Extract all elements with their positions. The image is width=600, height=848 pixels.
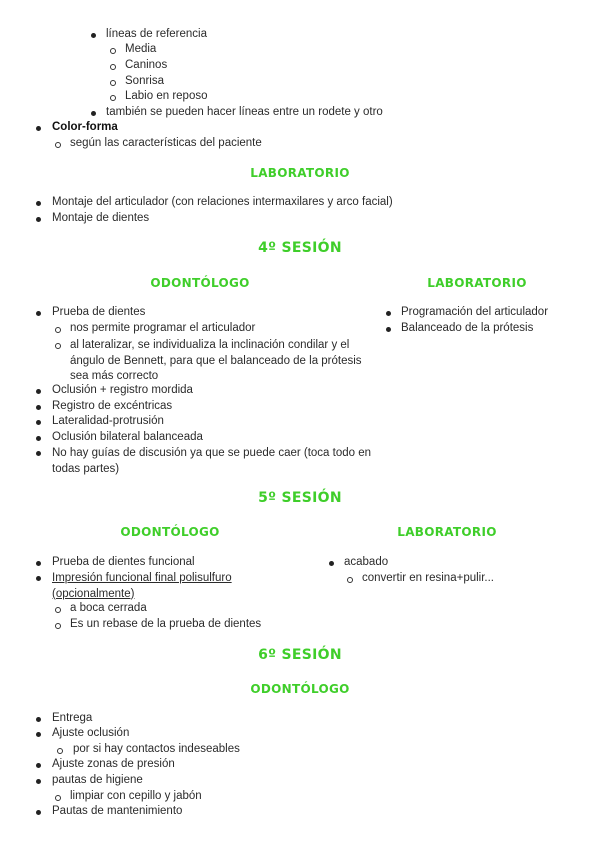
column-heading-odontologo: ODONTÓLOGO: [250, 682, 350, 696]
list-bullet: [36, 311, 41, 316]
sub-bullet: [110, 80, 116, 86]
list-item: limpiar con cepillo y jabón: [70, 790, 202, 802]
list-item: Montaje de dientes: [52, 212, 150, 224]
list-item: Programación del articulador: [401, 306, 549, 318]
list-bullet: [36, 436, 41, 441]
sub-bullet: [55, 142, 61, 148]
list-item: Prueba de dientes funcional: [52, 556, 195, 568]
column-heading-laboratorio: LABORATORIO: [397, 525, 497, 539]
sub-bullet: [110, 64, 116, 70]
list-item: No hay guías de discusión ya que se puede caer (toca todo en todas partes): [52, 447, 372, 475]
sub-bullet: [55, 607, 61, 613]
list-item: Ajuste zonas de presión: [52, 758, 175, 770]
list-item: por si hay contactos indeseables: [73, 743, 240, 755]
list-item: Sonrisa: [125, 75, 164, 87]
list-bullet: [36, 732, 41, 737]
list-bullet: [91, 33, 96, 38]
list-bullet: [386, 311, 391, 316]
list-item: Es un rebase de la prueba de dientes: [70, 618, 262, 630]
sub-bullet: [55, 795, 61, 801]
list-item: acabado: [344, 556, 389, 568]
sub-bullet: [55, 343, 61, 349]
list-bullet: [36, 405, 41, 410]
session-heading-4: 4º SESIÓN: [258, 240, 342, 256]
list-bullet: [36, 810, 41, 815]
list-bullet: [36, 420, 41, 425]
list-bullet: [36, 451, 41, 456]
sub-bullet: [110, 48, 116, 54]
list-bullet: [36, 217, 41, 222]
list-item: Oclusión bilateral balanceada: [52, 431, 203, 443]
list-item: a boca cerrada: [70, 602, 147, 614]
column-heading-odontologo: ODONTÓLOGO: [120, 525, 220, 539]
sub-bullet: [347, 577, 353, 583]
list-item: Pautas de mantenimiento: [52, 805, 183, 817]
sub-bullet: [55, 623, 61, 629]
list-item: pautas de higiene: [52, 774, 143, 786]
session-heading-6: 6º SESIÓN: [258, 647, 342, 663]
list-item: líneas de referencia: [106, 28, 208, 40]
list-item-underlined: Impresión funcional final polisulfuro (opcionalmente): [52, 572, 232, 600]
sub-bullet: [55, 327, 61, 333]
list-item: según las características del paciente: [70, 137, 262, 149]
list-item: convertir en resina+pulir...: [362, 572, 494, 584]
session-heading-5: 5º SESIÓN: [258, 490, 342, 506]
list-bullet: [36, 389, 41, 394]
column-heading-laboratorio: LABORATORIO: [427, 276, 527, 290]
list-bullet: [36, 561, 41, 566]
column-heading-odontologo: ODONTÓLOGO: [150, 276, 250, 290]
list-item: Lateralidad-protrusión: [52, 415, 164, 427]
list-item: Montaje del articulador (con relaciones intermaxilares y arco facial): [52, 196, 393, 208]
list-bullet: [329, 561, 334, 566]
section-heading-laboratorio: LABORATORIO: [250, 166, 350, 180]
list-item: nos permite programar el articulador: [70, 322, 256, 334]
list-item-bold: Color-forma: [52, 121, 118, 133]
list-item: al lateralizar, se individualiza la inclinación condilar y el ángulo de Bennett, para que el balanceado de la prótesis sea más correcto: [70, 339, 362, 382]
list-item: también se pueden hacer líneas entre un rodete y otro: [106, 106, 383, 118]
list-bullet: [36, 717, 41, 722]
list-bullet: [91, 111, 96, 116]
list-item: Labio en reposo: [125, 90, 208, 102]
list-item: Prueba de dientes: [52, 306, 146, 318]
list-item: Registro de excéntricas: [52, 400, 173, 412]
list-bullet: [36, 763, 41, 768]
sub-bullet: [110, 95, 116, 101]
list-bullet: [36, 201, 41, 206]
list-bullet: [36, 126, 41, 131]
list-bullet: [386, 327, 391, 332]
list-item: Entrega: [52, 712, 93, 724]
list-item: Caninos: [125, 59, 168, 71]
list-item: Oclusión + registro mordida: [52, 384, 193, 396]
list-bullet: [36, 779, 41, 784]
list-bullet: [36, 576, 41, 581]
list-item: Balanceado de la prótesis: [401, 322, 534, 334]
list-item: Ajuste oclusión: [52, 727, 130, 739]
list-item: Media: [125, 43, 157, 55]
sub-bullet: [57, 748, 63, 754]
